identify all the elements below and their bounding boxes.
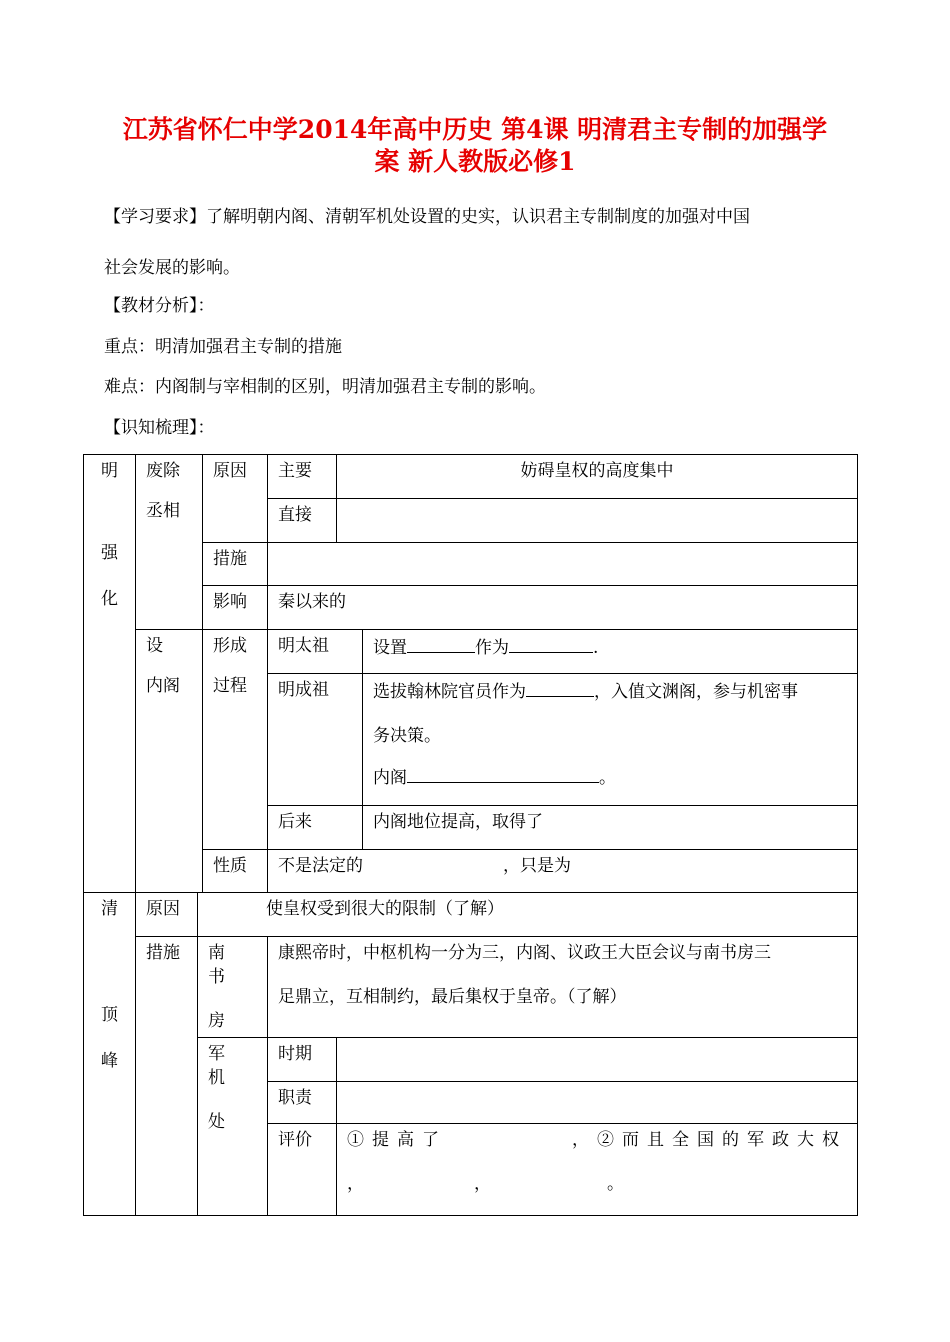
abolish-label: 丞相 xyxy=(146,501,180,521)
chengzu-text: 。 xyxy=(599,768,616,788)
qing-measure-label: 措施 xyxy=(136,937,198,1216)
later-content: 内阁地位提高，取得了 xyxy=(363,806,858,850)
eval-content xyxy=(337,1124,858,1216)
chengzu-text: 务决策。 xyxy=(373,726,441,746)
nanshufang-content xyxy=(268,937,858,1038)
process-label-cell xyxy=(203,630,268,850)
main-label: 主要 xyxy=(268,455,337,499)
main-reason: 妨碍皇权的高度集中 xyxy=(337,455,858,499)
cabinet-label-cell xyxy=(136,630,203,893)
chengzu-text: 选拔翰林院官员作为 xyxy=(373,682,526,702)
qing-era-cell xyxy=(84,893,136,1216)
cabinet-label: 内阁 xyxy=(146,676,180,696)
chengzu-text: 内阁 xyxy=(373,768,407,788)
chengzu-content xyxy=(363,674,858,806)
junjichu-label-cell xyxy=(198,1038,268,1216)
requirements-line-2: 社会发展的影响。 xyxy=(104,258,240,278)
document-title xyxy=(60,114,890,178)
fill-blank xyxy=(526,678,594,697)
chengzu-label: 明成祖 xyxy=(268,674,363,806)
knowledge-table xyxy=(83,454,858,1216)
eval-text: 。 xyxy=(607,1174,624,1194)
junjichu-label: 处 xyxy=(208,1112,225,1132)
key-point: 重点：明清加强君主专制的措施 xyxy=(104,337,342,357)
abolish-label-cell xyxy=(136,455,203,630)
reason-label: 原因 xyxy=(203,455,268,543)
abolish-label: 废除 xyxy=(146,461,180,481)
taizu-content xyxy=(363,630,858,674)
nature-label: 性质 xyxy=(203,850,268,893)
measure-content xyxy=(268,543,858,586)
fill-blank xyxy=(509,634,593,653)
nanshufang-label-cell xyxy=(198,937,268,1038)
era-char: 化 xyxy=(101,589,118,609)
era-char: 清 xyxy=(101,899,118,919)
process-label: 形成 xyxy=(213,636,247,656)
analysis-heading: 【教材分析】： xyxy=(104,296,215,316)
eval-text: ，②而且全国的军政大权 xyxy=(572,1130,847,1150)
fill-blank xyxy=(407,634,475,653)
qing-reason-label: 原因 xyxy=(136,893,198,937)
nanshufang-label: 南书 xyxy=(208,943,239,987)
direct-reason xyxy=(337,499,858,543)
nanshufang-text: 康熙帝时，中枢机构一分为三，内阁、议政王大臣会议与南书房三 xyxy=(278,943,771,963)
requirements-line-1: 【学习要求】了解明朝内阁、清朝军机处设置的史实，认识君主专制制度的加强对中国 xyxy=(104,207,750,227)
impact-label: 影响 xyxy=(203,586,268,630)
nanshufang-label: 房 xyxy=(208,1011,225,1031)
direct-label: 直接 xyxy=(268,499,337,543)
eval-label: 评价 xyxy=(268,1124,337,1216)
duty-label: 职责 xyxy=(268,1082,337,1124)
process-label: 过程 xyxy=(213,676,247,696)
era-char: 峰 xyxy=(101,1051,118,1071)
knowledge-heading: 【识知梳理】： xyxy=(104,418,215,438)
nature-text: 不是法定的 xyxy=(278,856,363,876)
taizu-text: 设置 xyxy=(373,638,407,658)
eval-text: ①提高了 xyxy=(347,1130,447,1150)
era-char: 强 xyxy=(101,543,118,563)
eval-text: ， xyxy=(474,1174,491,1194)
duty-content xyxy=(337,1082,858,1124)
era-char: 明 xyxy=(101,461,118,481)
ming-era-cell xyxy=(84,455,136,893)
junjichu-label: 军机 xyxy=(208,1044,239,1088)
nature-content xyxy=(268,850,858,893)
nature-text: ，只是为 xyxy=(503,856,571,876)
measure-label: 措施 xyxy=(203,543,268,586)
period-label: 时期 xyxy=(268,1038,337,1082)
qing-reason-content: 使皇权受到很大的限制（了解） xyxy=(198,893,858,937)
fill-blank xyxy=(407,764,599,783)
nanshufang-text: 足鼎立，互相制约，最后集权于皇帝。（了解） xyxy=(278,987,627,1007)
difficulty-point: 难点：内阁制与宰相制的区别，明清加强君主专制的影响。 xyxy=(104,377,546,397)
cabinet-label: 设 xyxy=(146,636,163,656)
taizu-label: 明太祖 xyxy=(268,630,363,674)
title-line-1: 江苏省怀仁中学2014年高中历史 第4课 明清君主专制的加强学 xyxy=(122,115,828,144)
taizu-text: . xyxy=(593,638,599,658)
impact-content: 秦以来的 xyxy=(268,586,858,630)
taizu-text: 作为 xyxy=(475,638,509,658)
period-content xyxy=(337,1038,858,1082)
title-line-2: 案 新人教版必修1 xyxy=(374,147,576,176)
later-label: 后来 xyxy=(268,806,363,850)
chengzu-text: ，入值文渊阁，参与机密事 xyxy=(594,682,798,702)
eval-text: ， xyxy=(347,1174,364,1194)
era-char: 顶 xyxy=(101,1005,118,1025)
